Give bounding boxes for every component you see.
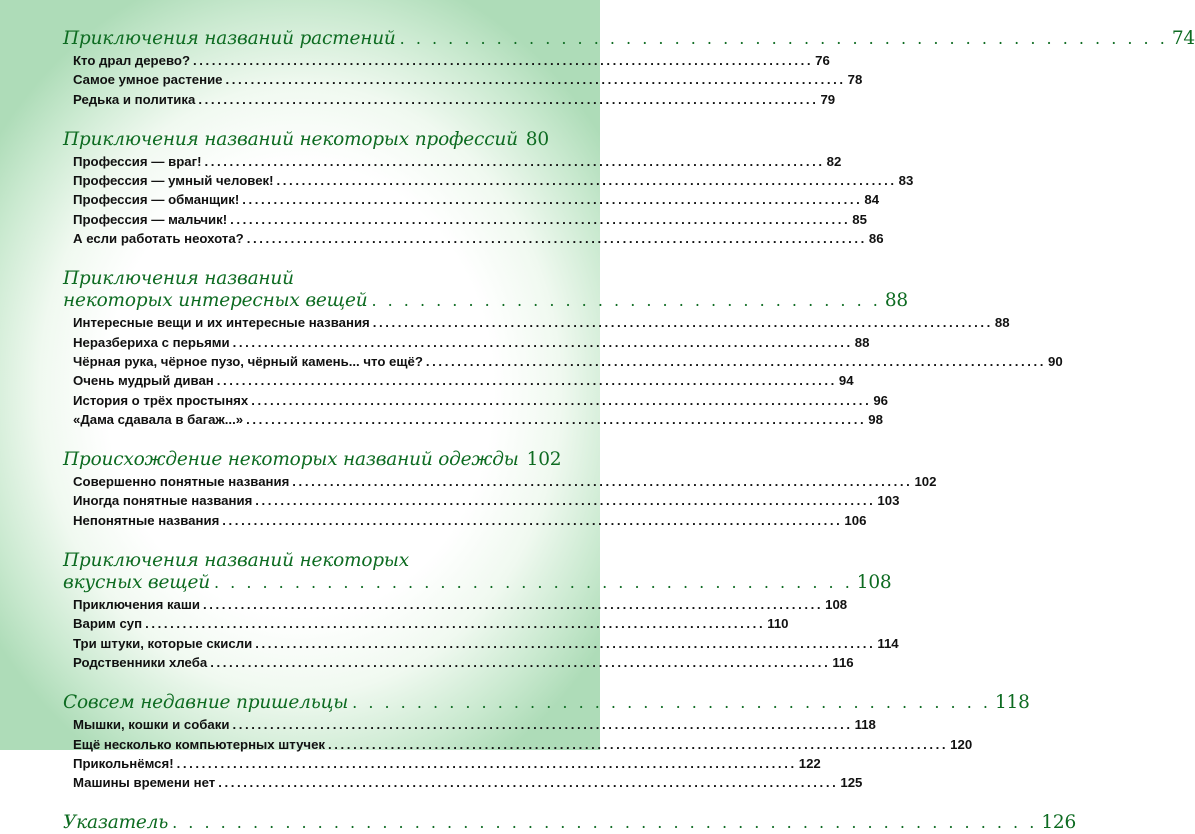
- entry-page: 103: [877, 493, 900, 509]
- toc-section: [63, 28, 1195, 109]
- toc-entry[interactable]: [73, 410, 883, 429]
- entry-title: Неразбериха с перьями: [73, 334, 230, 350]
- toc-entry[interactable]: [73, 511, 867, 530]
- toc-entry[interactable]: [73, 472, 937, 491]
- entry-title: Редька и политика: [73, 91, 196, 107]
- entry-title: «Дама сдавала в багаж...»: [73, 411, 244, 427]
- section-page: 126: [1041, 812, 1077, 834]
- entry-title: А если работать неохота?: [73, 231, 244, 247]
- section-page: 80: [525, 128, 549, 150]
- toc-section: [63, 692, 1030, 792]
- entry-page: 114: [877, 635, 899, 651]
- entry-page: 116: [832, 654, 854, 670]
- section-heading[interactable]: [63, 692, 1030, 714]
- entry-title: Приключения каши: [73, 597, 200, 613]
- toc-entry[interactable]: [73, 634, 899, 653]
- section-page: 74: [1171, 28, 1195, 49]
- toc-entry[interactable]: [73, 595, 848, 614]
- toc-entry[interactable]: [73, 90, 836, 109]
- section-title-line2: некоторых интересных вещей: [63, 290, 368, 312]
- entry-page: 96: [873, 392, 889, 408]
- toc-section: [63, 812, 1077, 834]
- toc-entry[interactable]: [73, 715, 876, 734]
- entry-title: Профессия — враг!: [73, 153, 202, 169]
- dot-leader: ...................................................................................................: [232, 334, 853, 350]
- entry-title: Кто драл дерево?: [73, 53, 190, 68]
- section-heading[interactable]: [63, 128, 549, 151]
- entry-title: История о трёх простынях: [73, 392, 249, 408]
- entry-title: Машины времени нет: [73, 775, 216, 791]
- entry-title: Очень мудрый диван: [73, 373, 214, 389]
- entry-title: Варим суп: [73, 616, 143, 632]
- section-title: Происхождение некоторых названий одежды: [63, 449, 519, 471]
- dot-leader: ...................................................................................................: [255, 635, 876, 651]
- toc-entry[interactable]: [73, 210, 867, 229]
- entry-page: 94: [838, 373, 854, 389]
- section-items: [73, 313, 1063, 429]
- toc-section: [63, 268, 1063, 429]
- entry-title: Мышки, кошки и собаки: [73, 717, 230, 733]
- toc-entry[interactable]: [73, 391, 889, 410]
- section-title-line1[interactable]: Приключения названий: [63, 268, 294, 290]
- entry-page: 122: [798, 755, 821, 771]
- entry-title: Ещё несколько компьютерных штучек: [73, 736, 326, 752]
- dot-leader: ...................................................................................................: [204, 153, 825, 169]
- dot-leader: ...................................................................................................: [232, 717, 853, 733]
- section-heading[interactable]: [63, 290, 908, 312]
- entry-title: Непонятные названия: [73, 512, 220, 528]
- toc-section: [63, 128, 914, 248]
- toc-entry[interactable]: [73, 614, 789, 633]
- entry-title: Профессия — умный человек!: [73, 173, 274, 189]
- section-title: Приключения названий некоторых профессий: [63, 128, 518, 150]
- entry-page: 79: [820, 91, 836, 107]
- dot-leader: ...................................................................................................: [292, 474, 913, 490]
- entry-page: 125: [840, 775, 863, 791]
- entry-page: 90: [1048, 353, 1063, 369]
- dot-leader: ...................................................................................................: [210, 654, 831, 670]
- dot-leader: ...................................................................................................: [203, 597, 824, 613]
- toc-entry[interactable]: [73, 352, 1063, 371]
- entry-title: Самое умное растение: [73, 72, 223, 88]
- entry-page: 98: [868, 411, 883, 427]
- entry-title: Совершенно понятные названия: [73, 474, 290, 490]
- entry-page: 118: [854, 717, 876, 733]
- section-items: [73, 715, 973, 792]
- toc-entry[interactable]: [73, 333, 870, 352]
- section-items: [73, 595, 899, 672]
- toc-entry[interactable]: [73, 51, 830, 70]
- entry-page: 83: [898, 173, 914, 189]
- toc-entry[interactable]: [73, 735, 973, 754]
- dot-leader: ...................................................................................................: [145, 616, 766, 632]
- toc-entry[interactable]: [73, 152, 842, 171]
- entry-title: Профессия — обманщик!: [73, 192, 240, 208]
- dot-leader: ...................................................................................................: [222, 512, 843, 528]
- section-heading[interactable]: [63, 812, 1077, 834]
- dot-leader: . . . . . . . . . . . . . . . . . . . . . . . . . . . . . . . . . . . . . . . .: [352, 693, 991, 713]
- entry-page: 85: [852, 211, 867, 227]
- entry-title: Родственники хлеба: [73, 654, 208, 670]
- dot-leader: ...................................................................................................: [230, 211, 851, 227]
- entry-page: 78: [847, 72, 863, 88]
- entry-title: Прикольнёмся!: [73, 755, 174, 771]
- dot-leader: ...................................................................................................: [176, 755, 797, 771]
- dot-leader: ...................................................................................................: [372, 315, 993, 331]
- entry-page: 86: [868, 231, 884, 247]
- entry-title: Профессия — мальчик!: [73, 211, 228, 227]
- toc-entry[interactable]: [73, 491, 900, 510]
- section-items: [73, 472, 937, 530]
- dot-leader: ...................................................................................................: [246, 231, 867, 247]
- toc-entry[interactable]: [73, 229, 884, 248]
- section-title: Указатель: [63, 812, 169, 834]
- section-heading[interactable]: [63, 572, 892, 594]
- dot-leader: ...................................................................................................: [198, 91, 819, 107]
- dot-leader: ...................................................................................................: [255, 493, 876, 509]
- entry-page: 106: [844, 512, 867, 528]
- dot-leader: ...................................................................................................: [218, 775, 839, 791]
- entry-page: 120: [950, 736, 973, 752]
- dot-leader: ...................................................................................................: [246, 411, 867, 427]
- section-page: 88: [884, 290, 908, 312]
- section-title: Совсем недавние пришельцы: [63, 692, 349, 714]
- toc-entry[interactable]: [73, 171, 914, 190]
- entry-page: 88: [994, 315, 1010, 331]
- dot-leader: ...................................................................................................: [425, 353, 1047, 369]
- entry-page: 110: [767, 616, 789, 632]
- dot-leader: ...................................................................................................: [328, 736, 949, 752]
- dot-leader: ...................................................................................................: [251, 392, 872, 408]
- dot-leader: ...................................................................................................: [216, 373, 837, 389]
- dot-leader: ...................................................................................................: [225, 72, 846, 88]
- entry-page: 102: [914, 474, 937, 490]
- section-page: 102: [526, 449, 562, 471]
- section-items: [73, 51, 863, 109]
- section-title-line2: вкусных вещей: [63, 572, 210, 594]
- dot-leader: ...................................................................................................: [193, 53, 814, 68]
- section-title: Приключения названий растений: [63, 28, 396, 49]
- dot-leader: ...................................................................................................: [242, 192, 863, 208]
- entry-page: 76: [815, 53, 830, 68]
- entry-page: 108: [825, 597, 848, 613]
- entry-page: 82: [826, 153, 842, 169]
- dot-leader: . . . . . . . . . . . . . . . . . . . . . . . . . . . . . . . . . . . . . . . .: [213, 573, 853, 593]
- section-title-line1[interactable]: Приключения названий некоторых: [63, 550, 410, 572]
- section-page: 118: [994, 692, 1030, 714]
- toc-section: [63, 550, 899, 672]
- toc-entry[interactable]: [73, 371, 854, 390]
- section-items: [73, 152, 914, 248]
- entry-page: 88: [854, 334, 870, 350]
- dot-leader: . . . . . . . . . . . . . . . . . . . . . . . . . . . . . . . . . . . . . . . . . . . . . . . . . . . . . .: [172, 813, 1038, 833]
- dot-leader: ...................................................................................................: [276, 173, 897, 189]
- dot-leader: . . . . . . . . . . . . . . . . . . . . . . . . . . . . . . . .: [371, 291, 881, 311]
- entry-title: Интересные вещи и их интересные названия: [73, 315, 370, 331]
- toc-section: [63, 449, 937, 530]
- entry-title: Чёрная рука, чёрное пузо, чёрный камень... что ещё?: [73, 353, 423, 369]
- dot-leader: . . . . . . . . . . . . . . . . . . . . . . . . . . . . . . . . . . . . . . . . . . . . . . . .: [399, 29, 1168, 48]
- entry-title: Три штуки, которые скисли: [73, 635, 253, 651]
- entry-page: 84: [864, 192, 880, 208]
- table-of-contents: [63, 28, 1195, 834]
- toc-entry[interactable]: [73, 190, 880, 209]
- toc-entry[interactable]: [73, 754, 821, 773]
- toc-entry[interactable]: [73, 653, 854, 672]
- section-heading[interactable]: [63, 28, 1195, 50]
- section-page: 108: [856, 572, 892, 594]
- toc-entry[interactable]: [73, 313, 1010, 332]
- section-heading[interactable]: [63, 449, 562, 471]
- entry-title: Иногда понятные названия: [73, 493, 253, 509]
- toc-entry[interactable]: [73, 70, 863, 89]
- toc-entry[interactable]: [73, 773, 863, 792]
